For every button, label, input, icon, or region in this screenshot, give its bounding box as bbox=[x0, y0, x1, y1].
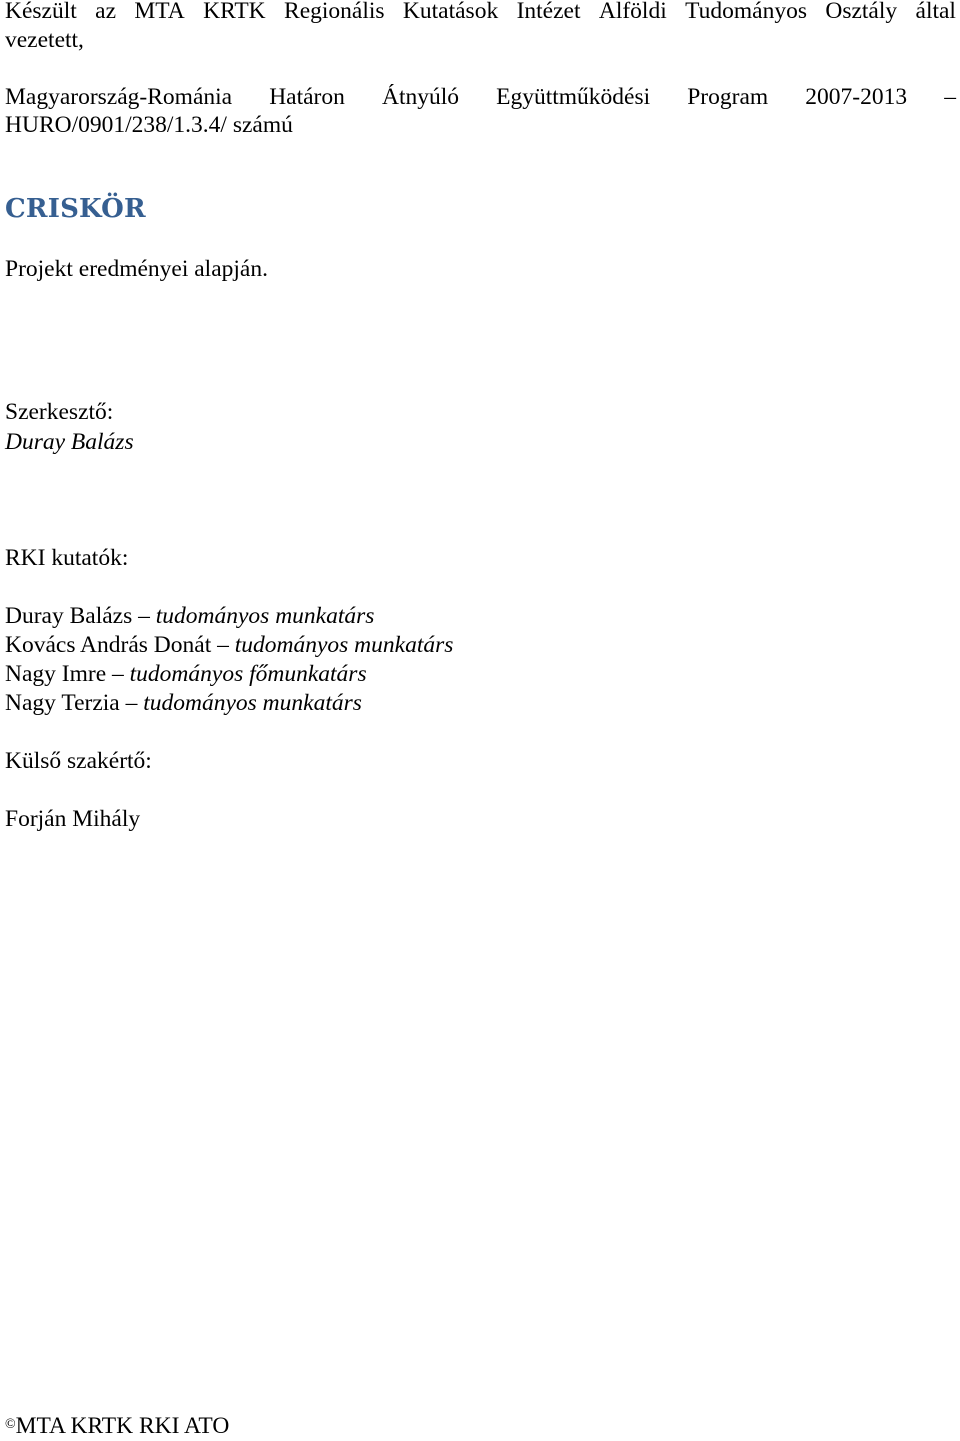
intro-word: Átnyúló bbox=[381, 84, 459, 110]
intro-line-1 bbox=[5, 0, 956, 26]
editor-name: Duray Balázs bbox=[5, 429, 134, 455]
intro-word: Együttműködési bbox=[496, 84, 651, 110]
intro-word: Intézet bbox=[516, 0, 581, 24]
project-title: CRISKÖR bbox=[5, 194, 146, 224]
researcher-separator: – bbox=[106, 661, 130, 687]
footer-copyright bbox=[5, 1412, 229, 1441]
researcher-line bbox=[5, 660, 367, 689]
intro-line-3 bbox=[5, 83, 956, 112]
intro-word: Tudományos bbox=[685, 0, 807, 24]
researcher-name: Nagy Terzia bbox=[5, 690, 120, 716]
intro-word: Program bbox=[687, 84, 769, 110]
researcher-name: Duray Balázs bbox=[5, 603, 133, 629]
intro-word: Alföldi bbox=[598, 0, 667, 24]
researcher-role: tudományos munkatárs bbox=[143, 690, 362, 716]
researcher-name: Nagy Imre bbox=[5, 661, 107, 687]
researcher-separator: – bbox=[119, 690, 144, 716]
intro-word: Osztály bbox=[825, 0, 898, 24]
researcher-role: tudományos munkatárs bbox=[155, 603, 375, 629]
intro-word: Kutatások bbox=[402, 0, 499, 24]
footer-text: MTA KRTK RKI ATO bbox=[15, 1413, 230, 1439]
intro-word: – bbox=[944, 84, 956, 110]
intro-word: Határon bbox=[269, 84, 345, 110]
intro-word: az bbox=[95, 0, 117, 24]
researchers-label: RKI kutatók: bbox=[5, 545, 129, 571]
editor-label: Szerkesztő: bbox=[5, 399, 114, 425]
intro-word: 2007-2013 bbox=[805, 84, 908, 110]
intro-word: Készült bbox=[5, 0, 77, 24]
external-expert-label: Külső szakértő: bbox=[5, 748, 152, 774]
copyright-icon: © bbox=[5, 1417, 16, 1432]
researcher-separator: – bbox=[211, 632, 235, 658]
intro-word: MTA bbox=[134, 0, 185, 24]
researcher-role: tudományos munkatárs bbox=[234, 632, 454, 658]
external-expert-name: Forján Mihály bbox=[5, 806, 141, 832]
researcher-separator: – bbox=[132, 603, 156, 629]
intro-line-2: vezetett, bbox=[5, 27, 84, 53]
project-results-text: Projekt eredményei alapján. bbox=[5, 256, 268, 282]
researcher-line bbox=[5, 602, 374, 631]
intro-line-4: HURO/0901/238/1.3.4/ számú bbox=[5, 112, 293, 138]
researcher-role: tudományos főmunkatárs bbox=[129, 661, 367, 687]
intro-word: KRTK bbox=[203, 0, 266, 24]
researcher-line bbox=[5, 631, 453, 660]
intro-word: által bbox=[915, 0, 956, 24]
researcher-line bbox=[5, 689, 362, 718]
researcher-name: Kovács András Donát bbox=[5, 632, 212, 658]
intro-word: Regionális bbox=[284, 0, 385, 24]
intro-word: Magyarország-Románia bbox=[5, 84, 233, 110]
